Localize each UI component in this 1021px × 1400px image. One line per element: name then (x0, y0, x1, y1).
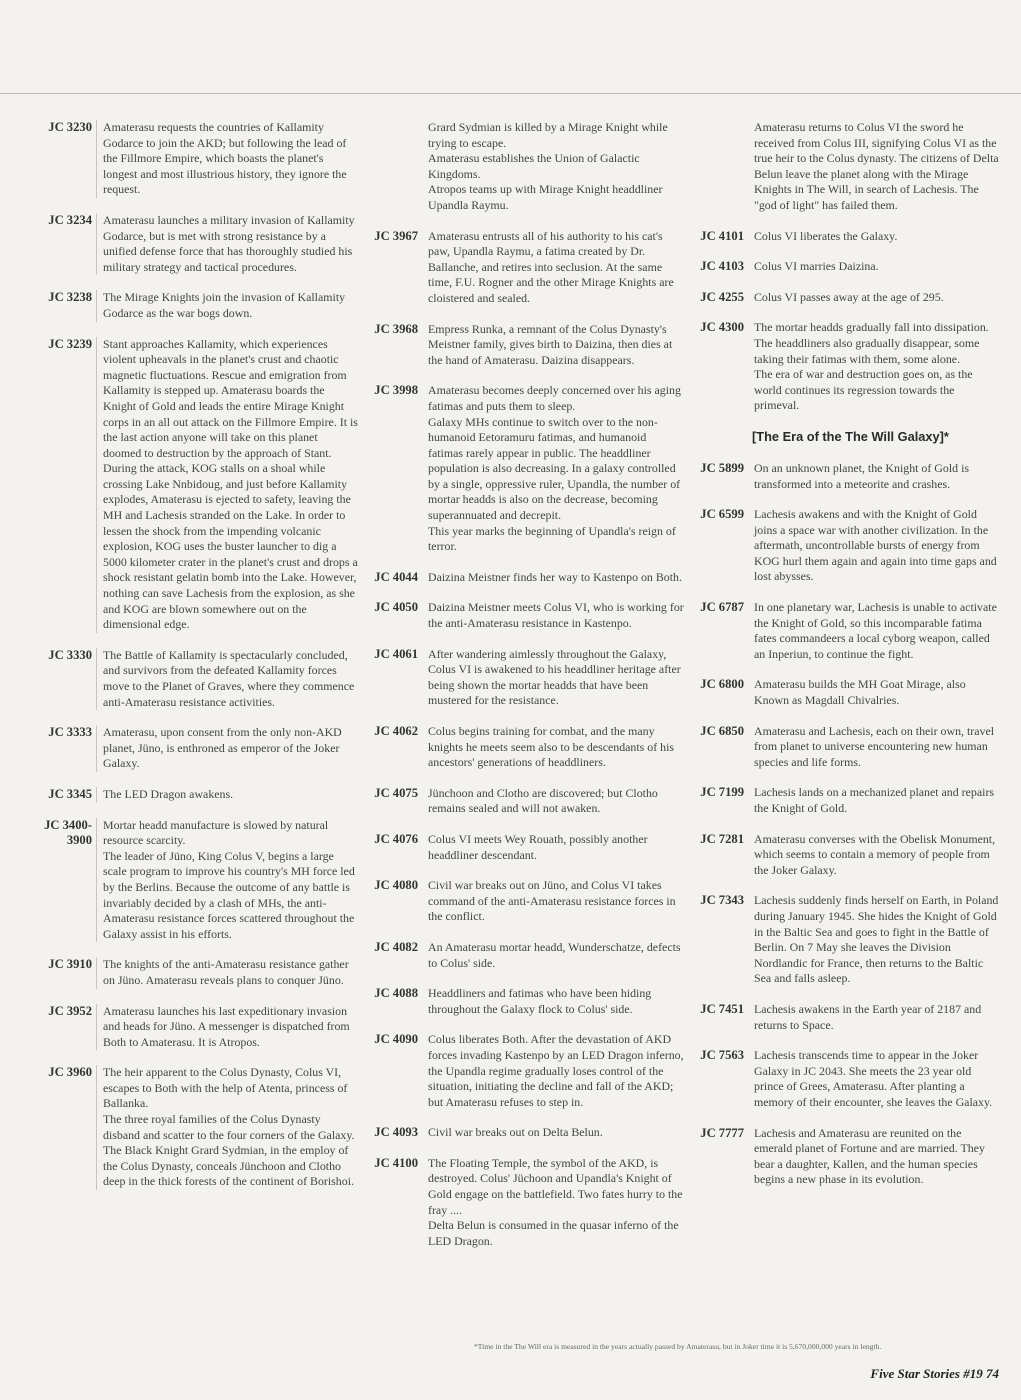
entry-text (748, 677, 1000, 708)
entry-text (748, 320, 1000, 414)
entry-year: JC 6850 (700, 723, 744, 738)
entry-year: JC 4255 (700, 289, 744, 304)
timeline-entry (36, 1065, 358, 1190)
entry-year: JC 3333 (48, 725, 92, 740)
timeline-entry (688, 893, 1000, 987)
entry-paragraph: Colus liberates Both. After the devastation of AKD forces invading Kastenpo by an LED Dragon inferno, the Upandla regime gradually loses control of the situation, initiating the decline and fall of the AKD; but Amaterasu refuses to step in. (428, 1032, 684, 1109)
entry-text (422, 600, 684, 631)
entry-text (422, 724, 684, 771)
timeline-entry (688, 832, 1000, 879)
entry-paragraph: Amaterasu becomes deeply concerned over his aging fatimas and puts them to sleep. (428, 383, 681, 413)
entry-text (96, 787, 358, 803)
entry-text (96, 120, 358, 198)
entry-year: JC 3952 (48, 1003, 92, 1018)
entry-year: JC 3967 (374, 228, 418, 243)
entry-paragraph: Mortar headd manufacture is slowed by natural resource scarcity. (103, 817, 329, 848)
entry-paragraph: Lachesis awakens and with the Knight of Gold joins a space war with another civilization. In the aftermath, uncontrollable bursts of energy from KOG hurl them again and again into time gaps and lost abysses. (754, 507, 997, 584)
entry-text (422, 940, 684, 971)
entry-paragraph: Civil war breaks out on Jüno, and Colus VI takes command of the anti-Amaterasu resistance forces in the conflict. (428, 878, 676, 924)
entry-text (748, 600, 1000, 662)
entry-year: JC 3238 (48, 290, 92, 305)
timeline-entry (36, 957, 358, 988)
entry-paragraph: Colus VI meets Wey Rouath, possibly another headdliner descendant. (428, 831, 648, 862)
entry-year: JC 4082 (374, 939, 418, 954)
entry-paragraph: Lachesis suddenly finds herself on Earth, in Poland during January 1945. She hides the Knight of Gold in the Baltic Sea and goes to fight in the Battle of Berlin. On 7 May she leaves the Division Nordlandic for France, then returns to the Baltic Sea and falls asleep. (754, 893, 999, 986)
entry-text (422, 878, 684, 925)
timeline-entry (36, 725, 358, 772)
entry-year: JC 4044 (374, 569, 418, 584)
entry-year: JC 3345 (48, 786, 92, 801)
entry-paragraph: Civil war breaks out on Delta Belun. (428, 1125, 603, 1140)
entry-paragraph: Colus begins training for combat, and the many knights he meets seem also to be descendants of his ancestors' generations of headdliners. (428, 724, 675, 770)
entry-year: JC 5899 (700, 460, 744, 475)
entry-text (362, 120, 684, 214)
entry-text (96, 337, 358, 633)
entry-text (748, 724, 1000, 771)
timeline-entry (688, 461, 1000, 492)
timeline-entry (688, 1002, 1000, 1033)
entry-paragraph: Amaterasu converses with the Obelisk Monument, which seems to contain a memory of people from the Joker Galaxy. (754, 831, 996, 877)
entry-paragraph: Colus VI passes away at the age of 295. (754, 289, 944, 304)
entry-paragraph: Colus VI marries Daizina. (754, 259, 879, 274)
section-heading: [The Era of the The Will Galaxy]* (752, 428, 949, 444)
timeline-entry (362, 600, 684, 631)
entry-year: JC 6787 (700, 600, 744, 615)
entry-paragraph: Delta Belun is consumed in the quasar inferno of the LED Dragon. (428, 1218, 679, 1248)
entry-year: JC 7451 (700, 1001, 744, 1016)
timeline-column-1 (36, 120, 358, 1205)
timeline-entry (362, 1125, 684, 1141)
timeline-entry (688, 1048, 1000, 1110)
entry-paragraph: Atropos teams up with Mirage Knight headdliner Upandla Raymu. (428, 182, 663, 212)
entry-text (96, 725, 358, 772)
entry-paragraph: Amaterasu builds the MH Goat Mirage, also Known as Magdall Chivalries. (754, 677, 966, 708)
page-folio: Five Star Stories #19 74 (870, 1366, 999, 1381)
timeline-entry (362, 1032, 684, 1110)
entry-paragraph: This year marks the beginning of Upandla's reign of terror. (428, 523, 676, 554)
entry-paragraph: The era of war and destruction goes on, as the world continues its regression towards the primeval. (754, 367, 973, 413)
entry-text (748, 259, 1000, 275)
entry-paragraph: Amaterasu establishes the Union of Galactic Kingdoms. (428, 151, 640, 181)
timeline-entry (362, 724, 684, 771)
entry-year: JC 4088 (374, 986, 418, 1001)
timeline-entry (688, 1126, 1000, 1188)
entry-paragraph: In one planetary war, Lachesis is unable to activate the Knight of Gold, so this incomparable fatima fates commandeers a local cyborg weapon, called an Inperiun, to continue the fight. (754, 600, 997, 661)
entry-paragraph: The Floating Temple, the symbol of the AKD, is destroyed. Colus' Jüchoon and Upandla's Knight of Gold engage on the battlefield. Two fates hurry to the fray .... (428, 1155, 683, 1217)
timeline-entry (688, 290, 1000, 306)
entry-text (748, 507, 1000, 585)
timeline-entry (36, 787, 358, 803)
entry-paragraph: Jünchoon and Clotho are discovered; but Clotho remains sealed and will not awaken. (428, 785, 658, 816)
entry-paragraph: Stant approaches Kallamity, which experiences violent upheavals in the planet's crust and chaotic magnetic fluctuations. Rescue and emigration from Kallamity is stepped up. Amaterasu boards the Knight of Gold and leads the entire Mirage Knight corps in an all out attack on the Fillmore Empire. It is the last action anyone will take on this planet doomed to destruction by the approach of Stant. During the attack, KOG stalls on a shoal while crossing Lake Nnbidoug, and just before Kallamity explodes, Amaterasu is ejected to safety, leaving the MH and Lachesis stranded on the Lake. In order to lessen the shock from the impending volcanic explosion, KOG uses the buster launcher to dig a 5000 kilometer crater in the planet's crust and drops a shock resistant gelatin bomb into the Lake. However, nothing can save Lachesis from the explosion, as she and KOG are blown somewhere out on the dimensional edge. (103, 336, 358, 632)
entry-paragraph: Headdliners and fatimas who have been hiding throughout the Galaxy flock to Colus' side. (428, 986, 652, 1016)
timeline-entry (36, 120, 358, 198)
entry-text (422, 322, 684, 369)
entry-year: JC 7777 (700, 1125, 744, 1140)
entry-year: JC 3234 (48, 212, 92, 227)
entry-year: JC 7563 (700, 1048, 744, 1063)
entry-paragraph: Lachesis lands on a mechanized planet and repairs the Knight of Gold. (754, 785, 995, 815)
entry-year: JC 4101 (700, 228, 744, 243)
timeline-entry (362, 229, 684, 307)
entry-paragraph: Amaterasu launches his last expeditionary invasion and heads for Jüno. A messenger is dispatched from Both to Amaterasu. It is Atropos. (103, 1003, 350, 1049)
entry-year: JC 3400- 3900 (44, 817, 92, 848)
entry-text (422, 786, 684, 817)
timeline-entry (362, 120, 684, 214)
entry-text (422, 1125, 684, 1141)
header-rule (0, 93, 1021, 94)
entry-paragraph: Amaterasu, upon consent from the only non-AKD planet, Jüno, is enthroned as emperor of the Joker Galaxy. (103, 725, 342, 771)
entry-year: JC 4093 (374, 1125, 418, 1140)
entry-text (96, 648, 358, 710)
timeline-entry (36, 1004, 358, 1051)
timeline-entry (688, 120, 1000, 214)
entry-year: JC 4080 (374, 878, 418, 893)
timeline-entry (362, 832, 684, 863)
entry-year: JC 4061 (374, 646, 418, 661)
timeline-entry (36, 818, 358, 943)
entry-text (748, 1002, 1000, 1033)
entry-year: JC 3910 (48, 957, 92, 972)
timeline-entry (362, 647, 684, 709)
timeline-entry (688, 320, 1000, 414)
entry-text (748, 1048, 1000, 1110)
entry-text (96, 1065, 358, 1190)
entry-year: JC 4050 (374, 600, 418, 615)
entry-year: JC 4075 (374, 785, 418, 800)
entry-text (688, 120, 1000, 214)
entry-paragraph: The three royal families of the Colus Dynasty disband and scatter to the four corners of the Galaxy. (103, 1112, 355, 1142)
entry-paragraph: The knights of the anti-Amaterasu resistance gather on Jüno. Amaterasu reveals plans to conquer Jüno. (103, 957, 349, 987)
entry-year: JC 6599 (700, 507, 744, 522)
entry-text (422, 986, 684, 1017)
entry-text (422, 647, 684, 709)
entry-paragraph: Amaterasu launches a military invasion of Kallamity Godarce, but is met with strong resistance by a unified defense force that has thoroughly studied his military strategy and tactical procedures. (103, 212, 355, 274)
timeline-entry (362, 940, 684, 971)
entry-text (748, 229, 1000, 245)
entry-paragraph: Colus VI liberates the Galaxy. (754, 228, 898, 243)
entry-year: JC 3330 (48, 647, 92, 662)
entry-paragraph: Daizina Meistner finds her way to Kastenpo on Both. (428, 569, 682, 584)
timeline-entry (688, 724, 1000, 771)
entry-year: JC 4090 (374, 1032, 418, 1047)
entry-paragraph: An Amaterasu mortar headd, Wunderschatze, defects to Colus' side. (428, 939, 681, 970)
entry-paragraph: The LED Dragon awakens. (103, 786, 234, 801)
entry-year: JC 4300 (700, 320, 744, 335)
timeline-entry (362, 570, 684, 586)
entry-year: JC 7199 (700, 785, 744, 800)
entry-paragraph: Grard Sydmian is killed by a Mirage Knight while trying to escape. (428, 120, 668, 150)
timeline-column-3 (688, 120, 1000, 1203)
timeline-entry (688, 677, 1000, 708)
entry-paragraph: The leader of Jüno, King Colus V, begins a large scale program to improve his country's MH force led by the Berlins. Because the outcome of any battle is invariably decided by a clash of MHs, the anti-Amaterasu resistance forces scattered throughout the Galaxy assist in his efforts. (103, 848, 355, 941)
entry-year: JC 7343 (700, 893, 744, 908)
timeline-entry (36, 213, 358, 275)
timeline-entry (688, 785, 1000, 816)
entry-paragraph: Amaterasu requests the countries of Kallamity Godarce to join the AKD; but following the lead of the Fillmore Empire, which boasts the planet's longest and most illustrious history, they ignore the request. (103, 120, 347, 197)
entry-year: JC 6800 (700, 677, 744, 692)
timeline-entry (688, 507, 1000, 585)
timeline-entry (36, 648, 358, 710)
timeline-entry (688, 259, 1000, 275)
entry-year: JC 4076 (374, 831, 418, 846)
timeline-entry (688, 600, 1000, 662)
entry-year: JC 3239 (48, 336, 92, 351)
entry-paragraph: The heir apparent to the Colus Dynasty, Colus VI, escapes to Both with the help of Atenta, princess of Ballanka. (103, 1065, 348, 1111)
entry-text (96, 213, 358, 275)
timeline-entry (362, 878, 684, 925)
entry-paragraph: The mortar headds gradually fall into dissipation. The headdliners also gradually disappear, some taking their fatimas with them, some alone. (754, 320, 989, 366)
entry-paragraph: Lachesis awakens in the Earth year of 2187 and returns to Space. (754, 1001, 982, 1032)
timeline-entry (362, 383, 684, 555)
entry-paragraph: Amaterasu and Lachesis, each on their own, travel from planet to universe encountering new human species and life forms. (754, 723, 995, 769)
entry-year: JC 4062 (374, 724, 418, 738)
entry-year: JC 3998 (374, 383, 418, 398)
entry-text (96, 818, 358, 943)
entry-text (422, 570, 684, 586)
entry-paragraph: Amaterasu entrusts all of his authority to his cat's paw, Upandla Raymu, a fatima created by Dr. Ballanche, and retires into seclusion. At the same time, F.U. Rogner and the other Mirage Knights are cloistered and sealed. (428, 228, 674, 305)
entry-year: JC 4100 (374, 1155, 418, 1170)
timeline-entry (362, 1156, 684, 1250)
entry-paragraph: Lachesis and Amaterasu are reunited on the emerald planet of Fortune and are married. They bear a daughter, Kallen, and the human species begins a new phase in its evolution. (754, 1125, 985, 1187)
timeline-entry (362, 322, 684, 369)
entry-text (96, 1004, 358, 1051)
entry-paragraph: Galaxy MHs continue to switch over to the non-humanoid Eetoramuru fatimas, and humanoid fatimas rarely appear in public. The headdliner population is also decreasing. In a galaxy controlled by a single, oppressive ruler, Upandla, the number of mortar headds is also on the decrease, becoming superannuated and decrepit. (428, 414, 681, 523)
entry-paragraph: Amaterasu returns to Colus VI the sword he received from Colus III, signifying Colus VI as the true heir to the Colus dynasty. The citizens of Delta Belun leave the planet along with the Mirage Knights in The Will, in search of Lachesis. The "god of light" has failed them. (754, 120, 999, 212)
entry-paragraph: After wandering aimlessly throughout the Galaxy, Colus VI is awakened to his headdliner heritage after being shown the mortar headds that have been mustered for the resistance. (428, 646, 681, 708)
timeline-column-2 (362, 120, 684, 1264)
entry-text (422, 1032, 684, 1110)
timeline-column-3-part-2 (688, 461, 1000, 1188)
entry-text (422, 383, 684, 555)
entry-paragraph: Lachesis transcends time to appear in the Joker Galaxy in JC 2043. She meets the 23 year old prince of Grees, Amaterasu. After planting a memory of their encounter, she leaves the Galaxy. (754, 1048, 993, 1109)
entry-text (748, 461, 1000, 492)
entry-text (96, 290, 358, 321)
entry-year: JC 3960 (48, 1065, 92, 1080)
entry-year: JC 3968 (374, 321, 418, 336)
timeline-entry (362, 786, 684, 817)
entry-text (96, 957, 358, 988)
timeline-entry (362, 986, 684, 1017)
entry-year: JC 4103 (700, 259, 744, 274)
entry-paragraph: Daizina Meistner meets Colus VI, who is working for the anti-Amaterasu resistance in Kastenpo. (428, 600, 684, 631)
entry-paragraph: The Mirage Knights join the invasion of Kallamity Godarce as the war bogs down. (103, 290, 346, 320)
entry-paragraph: On an unknown planet, the Knight of Gold is transformed into a meteorite and crashes. (754, 460, 969, 491)
entry-paragraph: Empress Runka, a remnant of the Colus Dynasty's Meistner family, gives birth to Daizina, then dies at the hand of Amaterasu. Daizina disappears. (428, 321, 673, 367)
entry-paragraph: The Battle of Kallamity is spectacularly concluded, and survivors from the defeated Kallamity forces move to the Planet of Graves, where they commence anti-Amaterasu resistance activities. (103, 647, 355, 709)
entry-text (422, 229, 684, 307)
entry-text (748, 1126, 1000, 1188)
timeline-entry (688, 229, 1000, 245)
timeline-entry (36, 337, 358, 633)
entry-year: JC 3230 (48, 120, 92, 134)
entry-text (748, 785, 1000, 816)
timeline-column-3-part-1 (688, 120, 1000, 414)
entry-text (748, 832, 1000, 879)
entry-text (748, 893, 1000, 987)
entry-text (422, 832, 684, 863)
timeline-entry (36, 290, 358, 321)
entry-year: JC 7281 (700, 831, 744, 846)
entry-text (748, 290, 1000, 306)
entry-paragraph: The Black Knight Grard Sydmian, in the employ of the Colus Dynasty, conceals Jünchoon and Clotho deep in the thick forests of the continent of Borishoi. (103, 1143, 354, 1189)
entry-text (422, 1156, 684, 1250)
footnote: *Time in the The Will era is measured in the years actually passed by Amaterasu, but in Joker time it is 5,670,000,000 years in length. (474, 1342, 882, 1351)
